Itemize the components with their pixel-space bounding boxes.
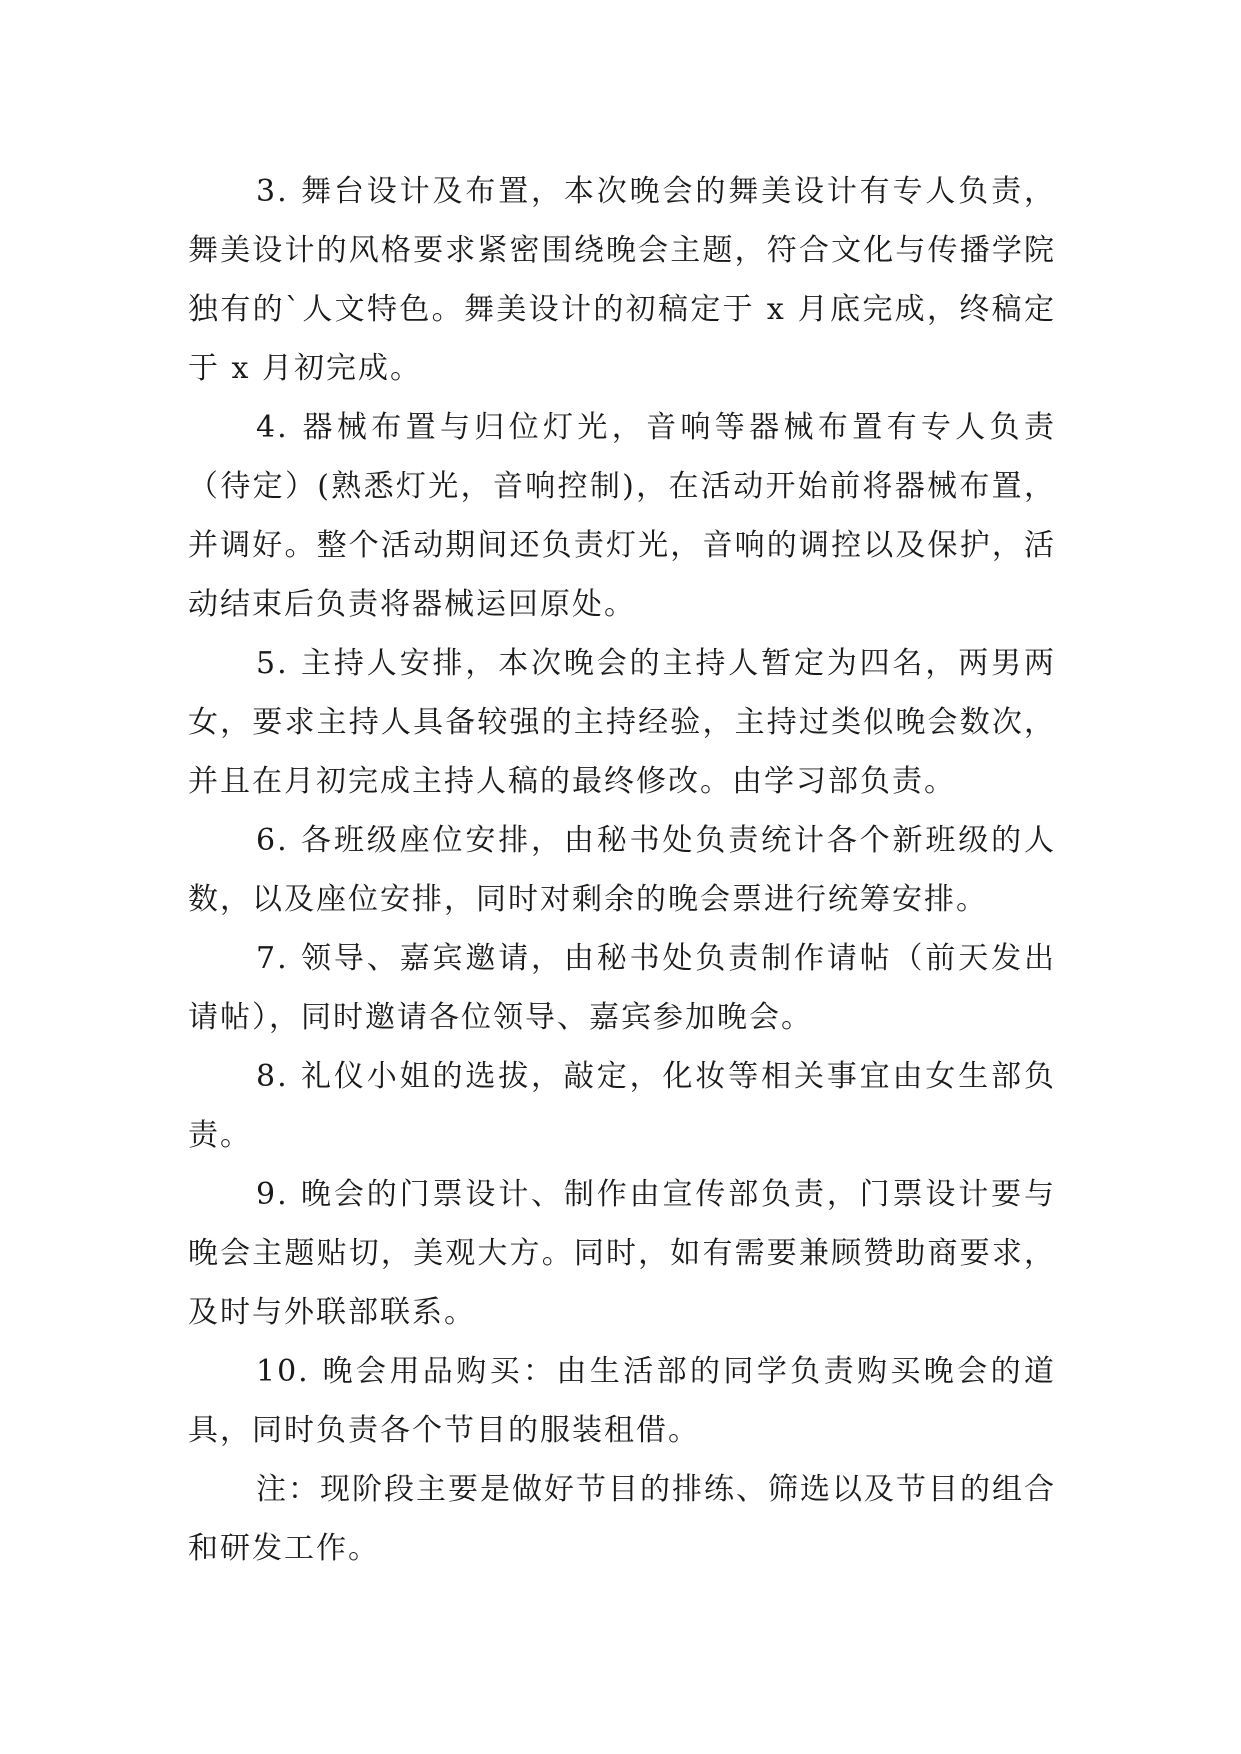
paragraph-item-4: 4. 器械布置与归位灯光，音响等器械布置有专人负责（待定）(熟悉灯光，音响控制)，在活动开始前将器械布置，并调好。整个活动期间还负责灯光，音响的调控以及保护，活动结束后负责将器械运回原处。	[188, 410, 1056, 622]
paragraph-item-10: 10. 晚会用品购买：由生活部的同学负责购买晚会的道具，同时负责各个节目的服装租借。	[188, 1354, 1056, 1448]
paragraph-item-3: 3. 舞台设计及布置，本次晚会的舞美设计有专人负责，舞美设计的风格要求紧密围绕晚会主题，符合文化与传播学院独有的`人文特色。舞美设计的初稿定于 x 月底完成，终稿定于 x 月初完成。	[188, 174, 1056, 386]
paragraph-item-8: 8. 礼仪小姐的选拔，敲定，化妆等相关事宜由女生部负责。	[188, 1059, 1056, 1153]
paragraph-item-9: 9. 晚会的门票设计、制作由宣传部负责，门票设计要与晚会主题贴切，美观大方。同时，如有需要兼顾赞助商要求，及时与外联部联系。	[188, 1177, 1056, 1330]
paragraph-item-5: 5. 主持人安排，本次晚会的主持人暂定为四名，两男两女，要求主持人具备较强的主持经验，主持过类似晚会数次，并且在月初完成主持人稿的最终修改。由学习部负责。	[188, 646, 1056, 799]
paragraph-item-7: 7. 领导、嘉宾邀请，由秘书处负责制作请帖（前天发出请帖），同时邀请各位领导、嘉宾参加晚会。	[188, 941, 1056, 1035]
document-body	[188, 162, 1056, 1578]
paragraph-item-6: 6. 各班级座位安排，由秘书处负责统计各个新班级的人数，以及座位安排，同时对剩余的晚会票进行统筹安排。	[188, 823, 1056, 917]
paragraph-note: 注：现阶段主要是做好节目的排练、筛选以及节目的组合和研发工作。	[188, 1472, 1056, 1566]
